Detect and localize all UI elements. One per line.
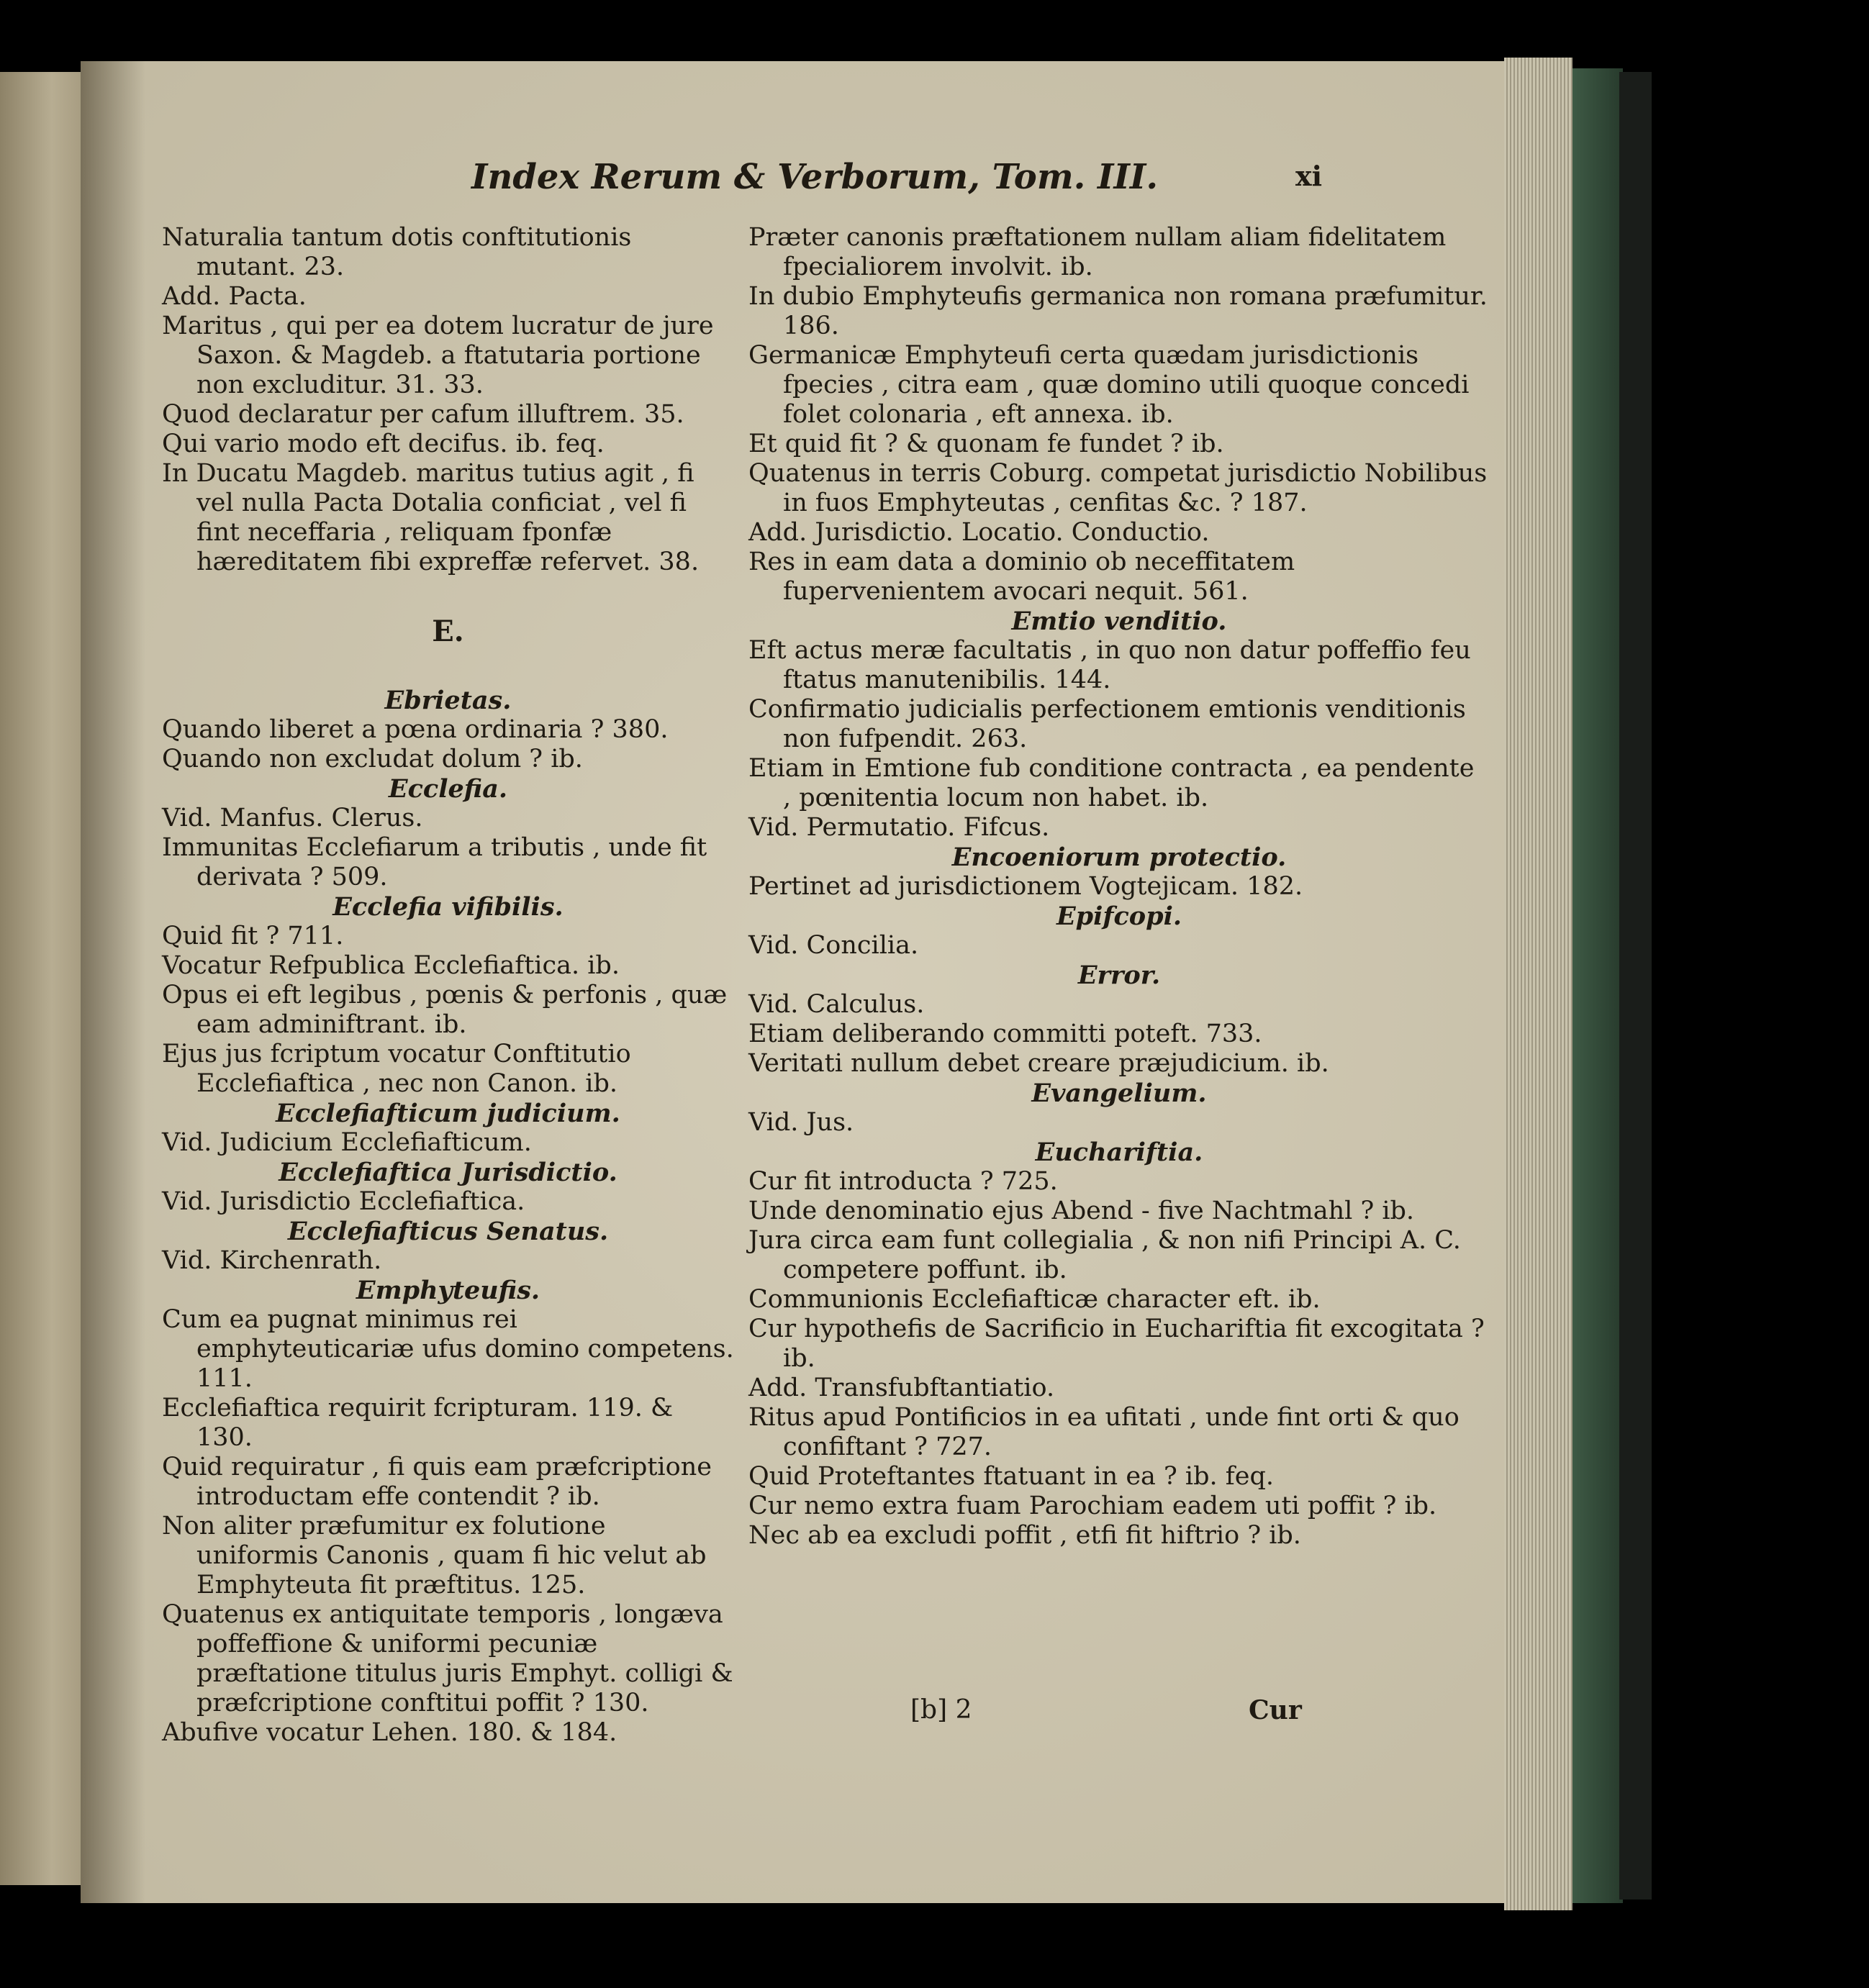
index-entry: Quando non excludat dolum ? ib. [162,745,583,773]
index-heading: Emtio venditio. [1011,607,1227,636]
index-entry: Jura circa eam funt collegialia , & non nifi Principi A. C. competere poffunt. ib. [748,1226,1461,1284]
left-column [162,223,734,1748]
index-entry: Add. Jurisdictio. Locatio. Conductio. [748,518,1210,547]
index-entry: Quid Proteftantes ftatuant in ea ? ib. feq. [748,1462,1274,1491]
index-heading: Ecclefiafticus Senatus. [287,1217,609,1246]
index-entry: Vid. Permutatio. Fifcus. [748,813,1050,842]
page-edges [1504,58,1572,1910]
index-entry: Ejus jus fcriptum vocatur Conftitutio Ecclefiaftica , nec non Canon. ib. [162,1040,631,1098]
index-entry: Vid. Concilia. [748,931,919,960]
index-entry: Naturalia tantum dotis conftitutionis mutant. 23. [162,223,632,281]
index-entry: Vocatur Refpublica Ecclefiaftica. ib. [162,951,620,980]
index-heading: Error. [1077,961,1161,990]
index-entry: Maritus , qui per ea dotem lucratur de jure Saxon. & Magdeb. a ftatutaria portione non excluditur. 31. 33. [162,312,714,399]
index-entry: Unde denominatio ejus Abend - five Nachtmahl ? ib. [748,1197,1415,1225]
index-entry: Abufive vocatur Lehen. 180. & 184. [162,1718,617,1747]
index-entry: Et quid fit ? & quonam fe fundet ? ib. [748,430,1224,458]
right-column [748,223,1490,1551]
running-header: Index Rerum & Verborum, Tom. III. [471,157,1159,197]
index-entry: Confirmatio judicialis perfectionem emtionis venditionis non fufpendit. 263. [748,695,1466,753]
index-entry: Cum ea pugnat minimus rei emphyteuticariæ ufus domino competens. 111. [162,1305,734,1393]
index-entry: Vid. Jurisdictio Ecclefiaftica. [162,1187,525,1216]
index-entry: In dubio Emphyteufis germanica non romana præfumitur. 186. [748,282,1488,340]
index-entry: Etiam in Emtione fub conditione contracta , ea pendente , pœnitentia locum non habet. ib. [748,754,1475,812]
index-entry: Ecclefiaftica requirit fcripturam. 119. & 130. [162,1394,674,1452]
index-heading: Evangelium. [1031,1079,1207,1108]
index-entry: Add. Pacta. [162,282,307,311]
index-entry: Veritati nullum debet creare præjudicium. ib. [748,1049,1329,1078]
index-entry: Cur nemo extra fuam Parochiam eadem uti poffit ? ib. [748,1492,1437,1520]
index-heading: Euchariftia. [1035,1138,1203,1167]
index-entry: Cur fit introducta ? 725. [748,1167,1058,1196]
catchword: Cur [1249,1695,1302,1725]
index-heading: Ecclefia vifibilis. [332,892,564,922]
index-heading: Ecclefiaftica Jurisdictio. [279,1158,617,1187]
signature-mark: [b] 2 [910,1695,972,1725]
index-entry: Res in eam data a dominio ob neceffitatem fupervenientem avocari nequit. 561. [748,548,1295,606]
index-heading: Ecclefia. [388,774,508,804]
index-entry: Quando liberet a pœna ordinaria ? 380. [162,715,669,744]
index-entry: Præter canonis præftationem nullam aliam fidelitatem fpecialiorem involvit. ib. [748,223,1447,281]
page-number: xi [1295,160,1323,192]
index-entry: Quatenus ex antiquitate temporis , longæva poffeffione & uniformi pecuniæ præftatione titulus juris Emphyt. colligi & præfcriptione conftitui poffit ? 130. [162,1600,733,1717]
index-entry: Non aliter præfumitur ex folutione uniformis Canonis , quam fi hic velut ab Emphyteuta fit præftitus. 125. [162,1512,707,1599]
index-entry: Eft actus meræ facultatis , in quo non datur poffeffio feu ftatus manutenibilis. 144. [748,636,1471,694]
index-heading: Ebrietas. [384,686,512,715]
index-entry: Cur hypothefis de Sacrificio in Euchariftia fit excogitata ? ib. [748,1315,1485,1373]
index-entry: Nec ab ea excludi poffit , etfi fit hiftrio ? ib. [748,1521,1301,1550]
index-entry: Add. Transfubftantiatio. [748,1374,1055,1402]
index-entry: Immunitas Ecclefiarum a tributis , unde fit derivata ? 509. [162,833,707,891]
index-entry: Quatenus in terris Coburg. competat jurisdictio Nobilibus in fuos Emphyteutas , cenfitas &c. ? 187. [748,459,1488,517]
book-cover-edge [1572,68,1623,1903]
index-entry: Etiam deliberando committi poteft. 733. [748,1020,1262,1048]
book-cover-shadow [1619,72,1652,1900]
index-entry: Quid requiratur , fi quis eam præfcriptione introductam effe contendit ? ib. [162,1453,712,1511]
index-heading: Encoeniorum protectio. [951,843,1287,872]
index-entry: Quid fit ? 711. [162,922,344,950]
previous-page-edge [0,72,86,1885]
index-entry: In Ducatu Magdeb. maritus tutius agit , fi vel nulla Pacta Dotalia conficiat , vel fi fint neceffaria , reliquam fponfæ hæreditatem fibi expreffæ refervet. 38. [162,459,700,576]
index-entry: Quod declaratur per cafum illuftrem. 35. [162,400,684,429]
index-heading: Epifcopi. [1056,902,1182,931]
index-entry: Qui vario modo eft decifus. ib. feq. [162,430,605,458]
section-letter: E. [432,614,464,648]
index-entry: Ritus apud Pontificios in ea ufitati , unde fint orti & quo confiftant ? 727. [748,1403,1460,1461]
index-entry: Vid. Judicium Ecclefiafticum. [162,1128,532,1157]
index-entry: Vid. Kirchenrath. [162,1246,382,1275]
index-entry: Pertinet ad jurisdictionem Vogtejicam. 182. [748,872,1303,901]
page-gutter-shadow [81,61,145,1903]
index-entry: Vid. Calculus. [748,990,925,1019]
index-heading: Emphyteufis. [356,1276,540,1305]
index-entry: Germanicæ Emphyteufi certa quædam jurisdictionis fpecies , citra eam , quæ domino utili quoque concedi folet colonaria , eft annexa. ib. [748,341,1470,429]
index-entry: Vid. Jus. [748,1108,854,1137]
index-heading: Ecclefiafticum judicium. [276,1099,620,1128]
index-entry: Vid. Manfus. Clerus. [162,804,423,832]
index-entry: Opus ei eft legibus , pœnis & perfonis , quæ eam adminiftrant. ib. [162,981,728,1039]
index-entry: Communionis Ecclefiafticæ character eft. ib. [748,1285,1321,1314]
